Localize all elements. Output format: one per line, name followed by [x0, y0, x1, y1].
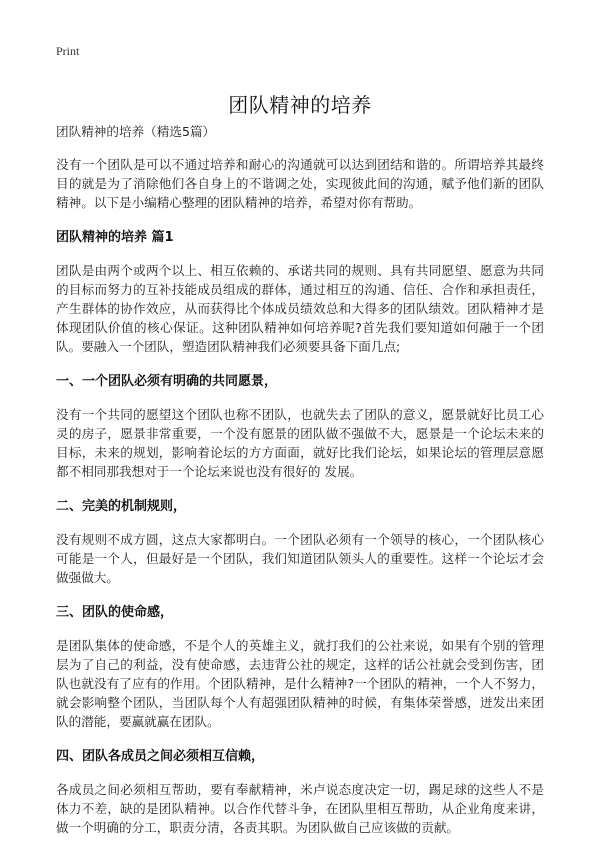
section-body-4: 是团队集体的使命感，不是个人的英雄主义，就打我们的公社来说，如果有个别的管理层为了自己的利益，没有使命感，去违背公社的规定，这样的话公社就会受到伤害，团队也就没有了应有的作用。个团队精神，是什么精神?一个团队的精神，一个人不努力，就会影响整个团队，当团队每个人有超强团队精神的时候，有集体荣誉感，迸发出来团队的潜能，要赢就赢在团队。: [56, 638, 544, 729]
print-label: Print: [56, 44, 80, 58]
section-heading-5: 四、团队各成员之间必须相互信赖，: [56, 749, 265, 764]
section-heading-4: 三、团队的使命感，: [56, 605, 174, 620]
document-title: 团队精神的培养: [228, 93, 372, 118]
section-body-3: 没有规则不成方圆，这点大家都明白。一个团队必须有一个领导的核心，一个团队核心可能是一个人，但最好是一个团队，我们知道团队领头人的重要性。这样一个论坛才会做强做大。: [56, 532, 544, 585]
section-body-2: 没有一个共同的愿望这个团队也称不团队，也就失去了团队的意义，愿景就好比员工心灵的房子，愿景非常重要，一个没有愿景的团队做不强做不大，愿景是一个论坛未来的目标，未来的规划，影响着论坛的方方面面，就好比我们论坛，如果论坛的管理层意愿都不相同那我想对于一个论坛来说也没有很好的 发展。: [56, 407, 544, 479]
section-heading-1: 团队精神的培养 篇1: [56, 230, 174, 245]
section-heading-2: 一、一个团队必须有明确的共同愿景，: [56, 374, 278, 389]
intro-paragraph: 没有一个团队是可以不通过培养和耐心的沟通就可以达到团结和谐的。所谓培养其最终目的就是为了消除他们各自身上的不谐调之处，实现彼此间的沟通，赋予他们新的团队精神。以下是小编精心整理的团队精神的培养，希望对你有帮助。: [56, 157, 544, 210]
section-heading-3: 二、完美的机制规则，: [56, 499, 187, 514]
section-body-5: 各成员之间必须相互帮助，要有奉献精神，米卢说态度决定一切，踢足球的这些人不是体力不差，缺的是团队精神。以合作代替斗争，在团队里相互帮助，从企业角度来讲，做一个明确的分工，职责分清，各责其职。为团队做自己应该做的贡献。: [56, 782, 544, 835]
document-body: [56, 122, 544, 853]
document-subtitle: 团队精神的培养（精选5篇）: [56, 124, 216, 139]
section-body-1: 团队是由两个或两个以上、相互依赖的、承诺共同的规则、具有共同愿望、愿意为共同的目标而努力的互补技能成员组成的群体，通过相互的沟通、信任、合作和承担责任，产生群体的协作效应，从而获得比个体成员绩效总和大得多的团队绩效。团队精神才是体现团队价值的核心保证。这种团队精神如何培养呢?首先我们要知道如何融于一个团队。要融入一个团队，塑造团队精神我们必须要具备下面几点;: [56, 263, 544, 354]
